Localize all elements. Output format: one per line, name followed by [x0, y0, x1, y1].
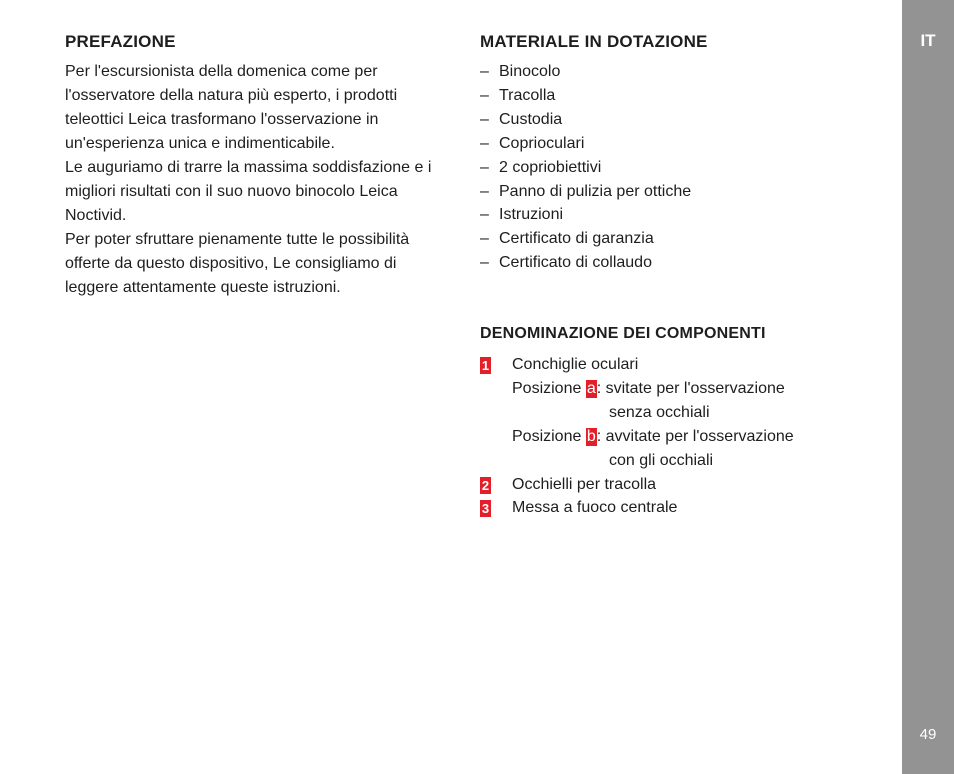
list-item-label: 2 copriobiettivi [499, 158, 602, 176]
language-tab: IT [920, 31, 936, 50]
component-label: Occhielli per tracolla [512, 476, 657, 493]
component-position-a-continued: senza occhiali [609, 404, 710, 421]
list-item-label: Certificato di garanzia [499, 230, 654, 248]
component-label: Messa a fuoco centrale [512, 499, 678, 516]
supplied-list [480, 60, 691, 275]
preface-line: Per l'escursionista della domenica come per [65, 63, 378, 80]
component-number-badge: 1 [481, 358, 490, 373]
preface-line: teleottici Leica trasformano l'osservazione in [65, 111, 379, 128]
dash-bullet: – [480, 206, 489, 224]
preface-line: l'osservatore della natura più esperto, i prodotti [65, 87, 398, 104]
component-position-a [512, 377, 785, 401]
component-label: Conchiglie oculari [512, 356, 639, 373]
position-description: : svitate per l'osservazione [596, 380, 785, 397]
list-item [480, 156, 691, 180]
list-item [480, 84, 691, 108]
list-item-label: Tracolla [499, 86, 556, 104]
component-position-b [512, 425, 794, 449]
supplied-title: MATERIALE IN DOTAZIONE [480, 32, 708, 51]
list-item-label: Istruzioni [499, 206, 564, 224]
position-letter-badge: a [586, 380, 596, 397]
dash-bullet: – [480, 110, 489, 128]
position-prefix: Posizione [512, 428, 586, 445]
list-item-label: Custodia [499, 110, 563, 128]
dash-bullet: – [480, 63, 489, 80]
list-item [480, 180, 691, 204]
preface-line: Noctivid. [65, 207, 127, 224]
list-item [480, 60, 691, 84]
preface-line: leggere attentamente queste istruzioni. [65, 279, 341, 296]
preface-line: migliori risultati con il suo nuovo binocolo Leica [65, 183, 398, 200]
language-sidebar [902, 0, 954, 774]
list-item-label: Certificato di collaudo [499, 254, 652, 272]
dash-bullet: – [480, 86, 489, 104]
dash-bullet: – [480, 230, 489, 248]
list-item [480, 108, 691, 132]
list-item [480, 203, 691, 227]
component-number-badge: 3 [481, 501, 490, 516]
preface-line: un'esperienza unica e indimenticabile. [65, 135, 335, 152]
list-item-label: Binocolo [499, 63, 561, 80]
component-position-b-continued: con gli occhiali [609, 452, 714, 469]
dash-bullet: – [480, 182, 489, 200]
preface-line: offerte da questo dispositivo, Le consigliamo di [65, 255, 397, 272]
position-description: : avvitate per l'osservazione [596, 428, 794, 445]
preface-body [65, 60, 431, 300]
list-item-label: Coprioculari [499, 134, 585, 152]
preface-title: PREFAZIONE [65, 32, 176, 51]
position-prefix: Posizione [512, 380, 586, 397]
components-title: DENOMINAZIONE DEI COMPONENTI [480, 325, 766, 342]
dash-bullet: – [480, 134, 489, 152]
list-item [480, 227, 691, 251]
dash-bullet: – [480, 254, 489, 272]
dash-bullet: – [480, 158, 489, 176]
position-letter-badge: b [586, 428, 596, 445]
page-number: 49 [919, 726, 937, 743]
list-item [480, 132, 691, 156]
preface-line: Per poter sfruttare pienamente tutte le possibilità [65, 231, 410, 248]
list-item-label: Panno di pulizia per ottiche [499, 182, 692, 200]
preface-line: Le auguriamo di trarre la massima soddisfazione e i [65, 159, 432, 176]
component-number-badge: 2 [481, 478, 490, 493]
list-item [480, 251, 691, 275]
